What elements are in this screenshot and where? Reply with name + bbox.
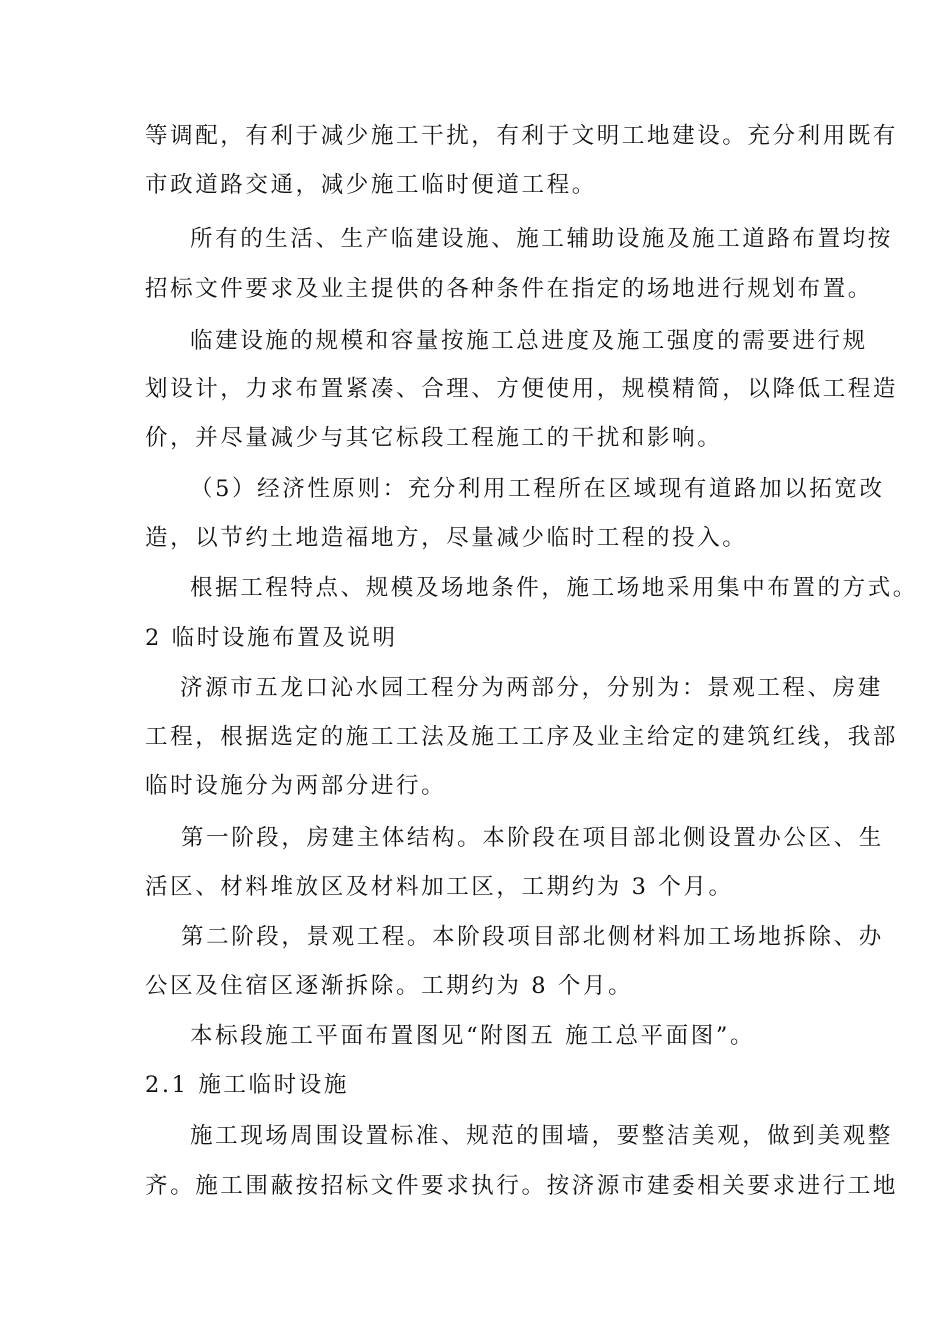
paragraph-line: 临时设施分为两部分进行。 bbox=[145, 773, 447, 799]
paragraph-line: 济源市五龙口沁水园工程分为两部分，分别为：景观工程、房建 bbox=[180, 675, 883, 701]
paragraph-line: 所有的生活、生产临建设施、施工辅助设施及施工道路布置均按 bbox=[190, 226, 893, 252]
paragraph-line: 本标段施工平面布置图见“附图五 施工总平面图”。 bbox=[190, 1023, 756, 1049]
paragraph-line: 活区、材料堆放区及材料加工区，工期约为 3 个月。 bbox=[145, 874, 734, 900]
paragraph-line: 价，并尽量减少与其它标段工程施工的干扰和影响。 bbox=[145, 425, 723, 451]
paragraph-line: 工程，根据选定的施工工法及施工工序及业主给定的建筑红线，我部 bbox=[145, 724, 899, 750]
paragraph-line: 划设计，力求布置紧凑、合理、方便使用，规模精简，以降低工程造 bbox=[145, 376, 899, 402]
paragraph-line: 第二阶段，景观工程。本阶段项目部北侧材料加工场地拆除、办 bbox=[181, 924, 884, 950]
section-heading: 2 临时设施布置及说明 bbox=[145, 625, 398, 651]
paragraph-line: 造，以节约土地造福地方，尽量减少临时工程的投入。 bbox=[145, 525, 748, 551]
paragraph-line: 第一阶段，房建主体结构。本阶段在项目部北侧设置办公区、生 bbox=[181, 825, 884, 851]
paragraph-line: 根据工程特点、规模及场地条件，施工场地采用集中布置的方式。 bbox=[190, 575, 918, 601]
paragraph-line: 临建设施的规模和容量按施工总进度及施工强度的需要进行规 bbox=[190, 328, 868, 354]
paragraph-line: 施工现场周围设置标准、规范的围墙，要整洁美观，做到美观整 bbox=[190, 1123, 893, 1149]
paragraph-line: 齐。施工围蔽按招标文件要求执行。按济源市建委相关要求进行工地 bbox=[145, 1173, 899, 1199]
paragraph-line: 公区及住宿区逐渐拆除。工期约为 8 个月。 bbox=[145, 973, 634, 999]
section-heading: 2.1 施工临时设施 bbox=[145, 1072, 349, 1098]
paragraph-line: （5）经济性原则：充分利用工程所在区域现有道路加以拓宽改 bbox=[190, 476, 885, 502]
paragraph-line: 招标文件要求及业主提供的各种条件在指定的场地进行规划布置。 bbox=[145, 276, 873, 302]
paragraph-line: 市政道路交通，减少施工临时便道工程。 bbox=[145, 172, 597, 198]
paragraph-line: 等调配，有利于减少施工干扰，有利于文明工地建设。充分利用既有 bbox=[145, 123, 899, 149]
